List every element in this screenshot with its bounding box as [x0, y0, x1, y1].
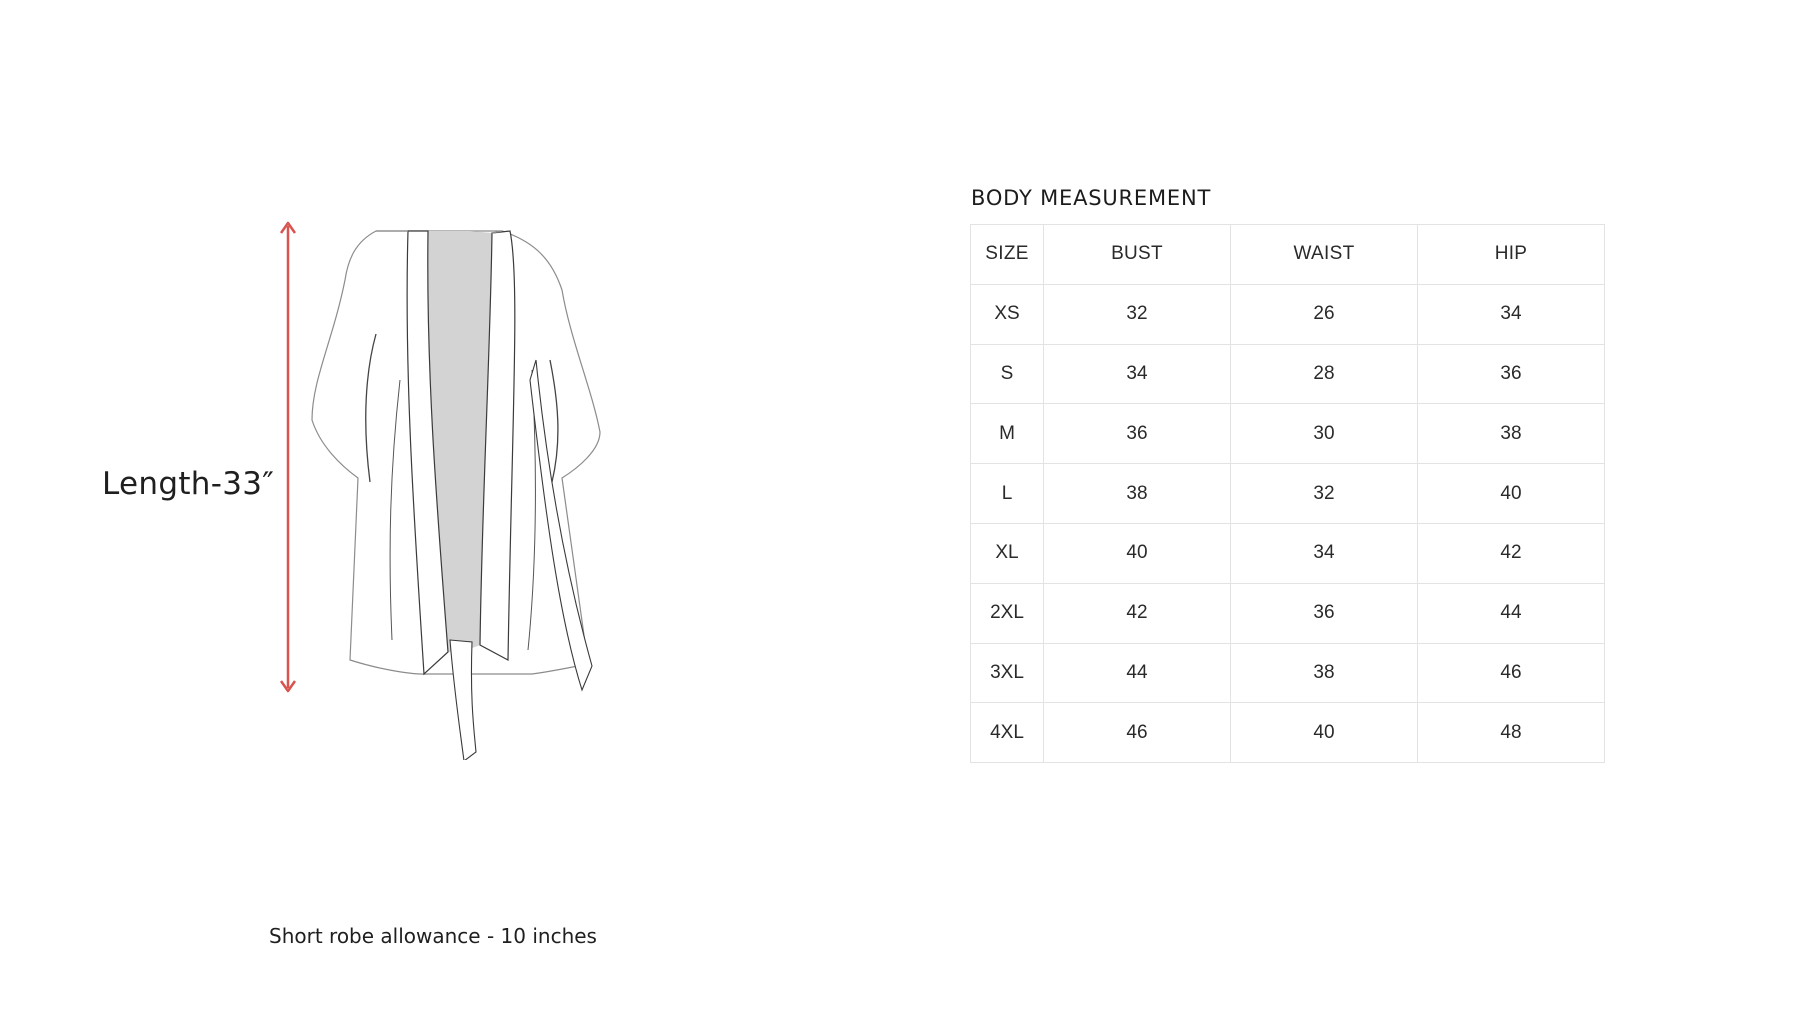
cell-waist: 32: [1231, 464, 1418, 524]
cell-waist: 34: [1231, 523, 1418, 583]
cell-waist: 26: [1231, 284, 1418, 344]
cell-hip: 36: [1418, 344, 1605, 404]
header-bust: BUST: [1044, 225, 1231, 285]
cell-waist: 28: [1231, 344, 1418, 404]
table-row: [971, 643, 1605, 703]
cell-hip: 34: [1418, 284, 1605, 344]
table-row: [971, 583, 1605, 643]
cell-size: M: [971, 404, 1044, 464]
table-row: [971, 523, 1605, 583]
cell-bust: 34: [1044, 344, 1231, 404]
cell-waist: 30: [1231, 404, 1418, 464]
allowance-note: Short robe allowance - 10 inches: [269, 924, 597, 948]
table-title: BODY MEASUREMENT: [971, 186, 1212, 210]
size-chart-table: [970, 224, 1605, 763]
cell-size: S: [971, 344, 1044, 404]
table-row: [971, 703, 1605, 763]
table-row: [971, 404, 1605, 464]
cell-hip: 42: [1418, 523, 1605, 583]
cell-waist: 40: [1231, 703, 1418, 763]
table-row: [971, 284, 1605, 344]
cell-hip: 44: [1418, 583, 1605, 643]
cell-bust: 36: [1044, 404, 1231, 464]
cell-bust: 44: [1044, 643, 1231, 703]
cell-waist: 38: [1231, 643, 1418, 703]
table-row: [971, 464, 1605, 524]
cell-hip: 46: [1418, 643, 1605, 703]
header-size: SIZE: [971, 225, 1044, 285]
length-label: Length-33″: [102, 466, 275, 502]
header-waist: WAIST: [1231, 225, 1418, 285]
cell-size: XL: [971, 523, 1044, 583]
cell-bust: 32: [1044, 284, 1231, 344]
cell-size: L: [971, 464, 1044, 524]
table-header-row: [971, 225, 1605, 285]
cell-bust: 46: [1044, 703, 1231, 763]
cell-size: XS: [971, 284, 1044, 344]
cell-hip: 40: [1418, 464, 1605, 524]
cell-size: 4XL: [971, 703, 1044, 763]
cell-hip: 38: [1418, 404, 1605, 464]
table-row: [971, 344, 1605, 404]
cell-hip: 48: [1418, 703, 1605, 763]
cell-waist: 36: [1231, 583, 1418, 643]
cell-size: 2XL: [971, 583, 1044, 643]
cell-bust: 40: [1044, 523, 1231, 583]
robe-belt-end: [450, 640, 476, 760]
cell-bust: 38: [1044, 464, 1231, 524]
robe-illustration: [300, 220, 640, 760]
cell-size: 3XL: [971, 643, 1044, 703]
header-hip: HIP: [1418, 225, 1605, 285]
cell-bust: 42: [1044, 583, 1231, 643]
